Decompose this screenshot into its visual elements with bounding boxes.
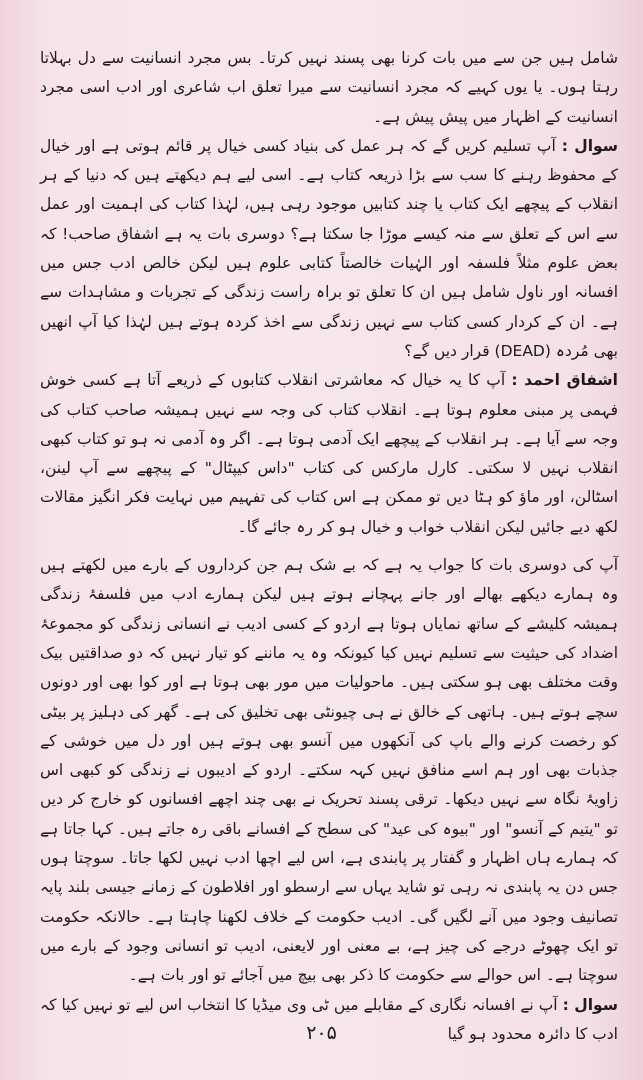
page-number: ۲۰۵ bbox=[306, 1022, 337, 1044]
paragraph-text: آپ نے افسانہ نگاری کے مقابلے میں ٹی وی میڈیا کا انتخاب اس لیے تو نہیں کیا کہ ادب کا دائرہ محدود ہو گیا bbox=[40, 995, 618, 1043]
speaker-label: سوال : bbox=[562, 995, 618, 1014]
paragraph-text: آپ کا یہ خیال کہ معاشرتی انقلاب کتابوں کے ذریعے آتا ہے کسی خوش فہمی پر مبنی معلوم ہوتا ہے۔ انقلاب کتاب کی وجہ سے نہیں ہمیشہ صاحب کتاب کی وجہ سے آیا ہے۔ ہر انقلاب کے پیچھے ایک آدمی ہوتا ہے۔ اگر وہ آدمی نہ ہو تو کتاب کبھی انقلاب نہیں لا سکتی۔ کارل مارکس کی کتاب "داس کیپٹال" کے پیچھے سے آپ لینن، اسٹالن، اور ماؤ کو ہٹا دیں تو ممکن ہے اس کتاب کی تفہیم میں نہایت فکر انگیز مقالات لکھ دیے جائیں لیکن انقلاب خواب و خیال ہو کر رہ جائے گا۔ bbox=[40, 371, 618, 536]
speaker-label: اشفاق احمد : bbox=[511, 371, 618, 390]
paragraph-text: شامل ہیں جن سے میں بات کرنا بھی پسند نہیں کرتا۔ بس مجرد انسانیت سے دل بہلاتا رہتا ہوں۔ یا یوں کہیے کہ مجرد انسانیت سے میرا تعلق اب شاعری اور ادب اسی مجرد انسانیت کے اظہار میں پیش پیش ہے۔ bbox=[40, 49, 618, 126]
page-body-text bbox=[40, 44, 618, 1049]
paragraph-answer bbox=[40, 366, 618, 542]
paragraph bbox=[40, 44, 618, 132]
paragraph-text: آپ تسلیم کریں گے کہ ہر عمل کی بنیاد کسی خیال پر قائم ہوتی ہے اور خیال کے محفوظ رہنے کا سب سے بڑا ذریعہ کتاب ہے۔ اسی لیے ہم دیکھتے ہیں کہ دنیا کے ہر انقلاب کے پیچھے ایک کتاب یا چند کتابیں موجود رہی ہیں، لہٰذا کتاب کی اہمیت اور عمل سے اس کے تعلق سے منہ کیسے موڑا جا سکتا ہے؟ دوسری بات یہ ہے اشفاق صاحب! کہ بعض علوم مثلاً فلسفہ اور الہٰیات خالصتاً کتابی علوم ہیں لیکن خالص ادب جس میں افسانہ اور ناول شامل ہیں ان کا تعلق تو براہ راست زندگی کے تجربات و مشاہدات سے ہے۔ ان کے کردار کسی کتاب سے نہیں زندگی سے اخذ کردہ ہوتے ہیں لہٰذا کیا آپ انھیں بھی مُردہ (DEAD) قرار دیں گے؟ bbox=[40, 136, 618, 360]
paragraph-text: آپ کی دوسری بات کا جواب یہ ہے کہ بے شک ہم جن کرداروں کے بارے میں لکھتے ہیں وہ ہمارے دیکھے بھالے اور جانے پہچانے ہوتے ہیں لیکن ہمارے ادب میں فلسفۂ زندگی ہمیشہ کلیشے کے ساتھ نمایاں ہوتا ہے اردو کے کسی ادیب نے انسانی زندگی کو مجموعۂ اضداد کی حیثیت سے تسلیم نہیں کیا کیونکہ وہ یہ ماننے کو تیار نہیں کہ دو صداقتیں بیک وقت مختلف بھی ہو سکتی ہیں۔ ماحولیات میں مور بھی ہوتا ہے اور کوا بھی اور دونوں سچے ہوتے ہیں۔ ہاتھی کے خالق نے ہی چیونٹی بھی تخلیق کی ہے۔ گھر کی دہلیز پر بیٹی کو رخصت کرنے والے باپ کی آنکھوں میں آنسو بھی ہوتے ہیں اور دل میں خوشی کے جذبات بھی اور ہم اسے منافق نہیں کہہ سکتے۔ اردو کے ادیبوں نے زندگی کو کبھی اس زاویۂ نگاہ سے نہیں دیکھا۔ ترقی پسند تحریک نے بھی چند اچھے افسانوں کو خارج کر دیں تو "یتیم کے آنسو" اور "بیوہ کی عید" کی سطح کے افسانے باقی رہ جاتے ہیں۔ کہا جاتا ہے کہ ہمارے ہاں اظہار و گفتار پر پابندی ہے، اس لیے اچھا ادب نہیں لکھا جاتا۔ سوچتا ہوں جس دن یہ پابندی نہ رہی تو شاید یہاں سے ارسطو اور افلاطون کے زمانے جیسی بلند پایہ تصانیف وجود میں آنے لگیں گی۔ ادیب حکومت کے خلاف لکھنا چاہتا ہے۔ حالانکہ حکومت تو ایک چھوٹے درجے کی چیز ہے، بے معنی اور لایعنی، ادیب تو انسانی وجود کے بارے میں سوچتا ہے۔ اس حوالے سے حکومت کا ذکر بھی بیچ میں آجائے تو اور بات ہے۔ bbox=[40, 556, 618, 985]
paragraph-answer-continued bbox=[40, 551, 618, 990]
speaker-label: سوال : bbox=[561, 136, 618, 155]
paragraph-question bbox=[40, 132, 618, 366]
